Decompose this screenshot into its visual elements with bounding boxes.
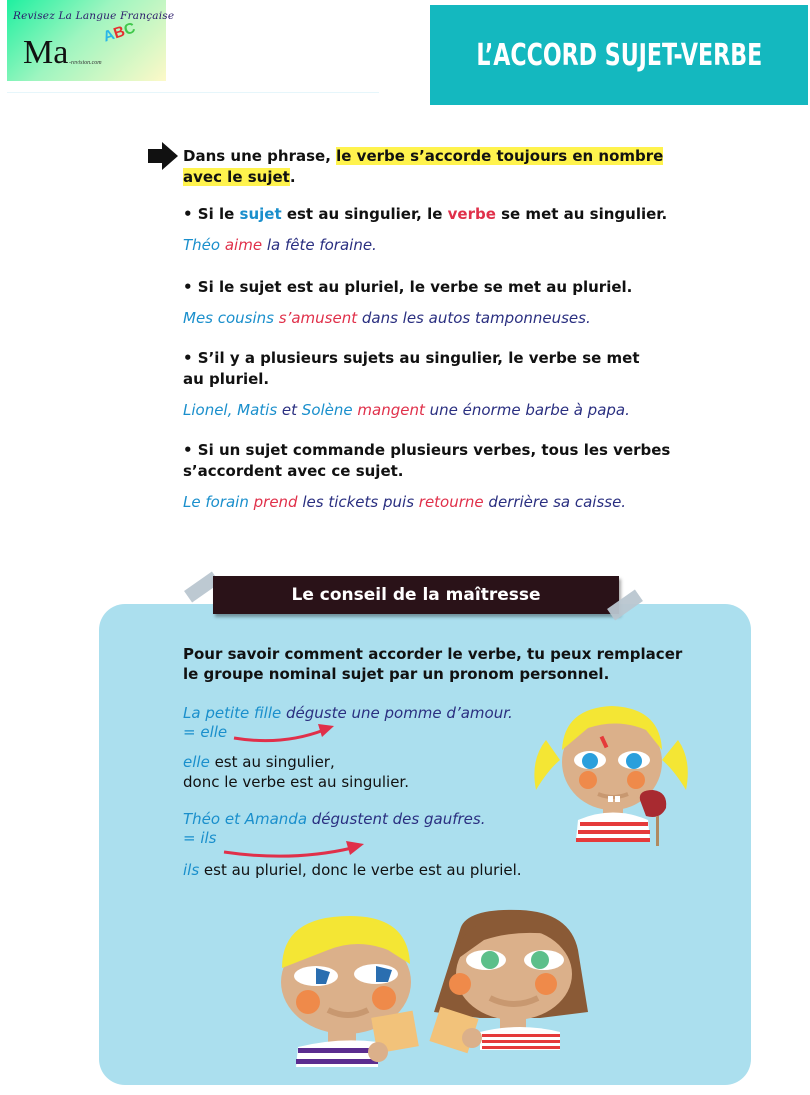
boy-with-waffle-illustration xyxy=(268,902,438,1067)
abc-icon: ABC xyxy=(101,19,138,46)
tip-example-2: Théo et Amanda dégustent des gaufres. = ils xyxy=(183,810,486,847)
rule-2: • Si le sujet est au pluriel, le verbe se met au pluriel. xyxy=(183,278,633,296)
example-1: Théo aime la fête foraine. xyxy=(183,236,377,254)
example-3: Lionel, Matis et Solène mangent une énorme barbe à papa. xyxy=(183,401,630,419)
page-title-box xyxy=(430,5,808,105)
rule-3: • S’il y a plusieurs sujets au singulier, le verbe se met au pluriel. xyxy=(183,349,640,388)
curved-arrow-icon xyxy=(232,722,337,746)
tip-banner xyxy=(213,576,619,614)
example-2: Mes cousins s’amusent dans les autos tamponneuses. xyxy=(183,309,591,327)
girl-with-candy-apple-illustration xyxy=(528,700,693,848)
rule-4: • Si un sujet commande plusieurs verbes, tous les verbes s’accordent avec ce sujet. xyxy=(183,441,671,480)
site-logo xyxy=(7,0,175,81)
rule-1: • Si le sujet est au singulier, le verbe se met au singulier. xyxy=(183,205,668,223)
intro-text: Dans une phrase, le verbe s’accorde toujours en nombre avec le sujet. xyxy=(183,147,664,186)
tip-explain-1: elle est au singulier, donc le verbe est au singulier. xyxy=(183,753,409,791)
curved-arrow-icon xyxy=(222,838,367,862)
rules-section xyxy=(183,146,683,512)
tip-banner-title: Le conseil de la maîtresse xyxy=(291,585,541,605)
tip-explain-2: ils est au pluriel, donc le verbe est au pluriel. xyxy=(183,861,522,879)
logo-tagline: Revisez La Langue Française xyxy=(13,10,175,22)
tip-lead: Pour savoir comment accorder le verbe, tu peux remplacer le groupe nominal sujet par un pronom personnel. xyxy=(183,645,683,683)
divider xyxy=(7,92,379,93)
example-4: Le forain prend les tickets puis retourne derrière sa caisse. xyxy=(183,493,627,511)
highlighted-rule: le verbe s’accorde toujours en nombre xyxy=(336,147,664,165)
tip-example-1: La petite fille déguste une pomme d’amour. = elle xyxy=(183,704,513,741)
page-title: L’ACCORD SUJET-VERBE xyxy=(476,37,762,73)
arrow-right-icon xyxy=(148,142,178,170)
girl-with-waffle-illustration xyxy=(420,900,605,1060)
logo-domain: -revision.com xyxy=(69,60,102,66)
logo-brand: Ma xyxy=(23,34,69,71)
